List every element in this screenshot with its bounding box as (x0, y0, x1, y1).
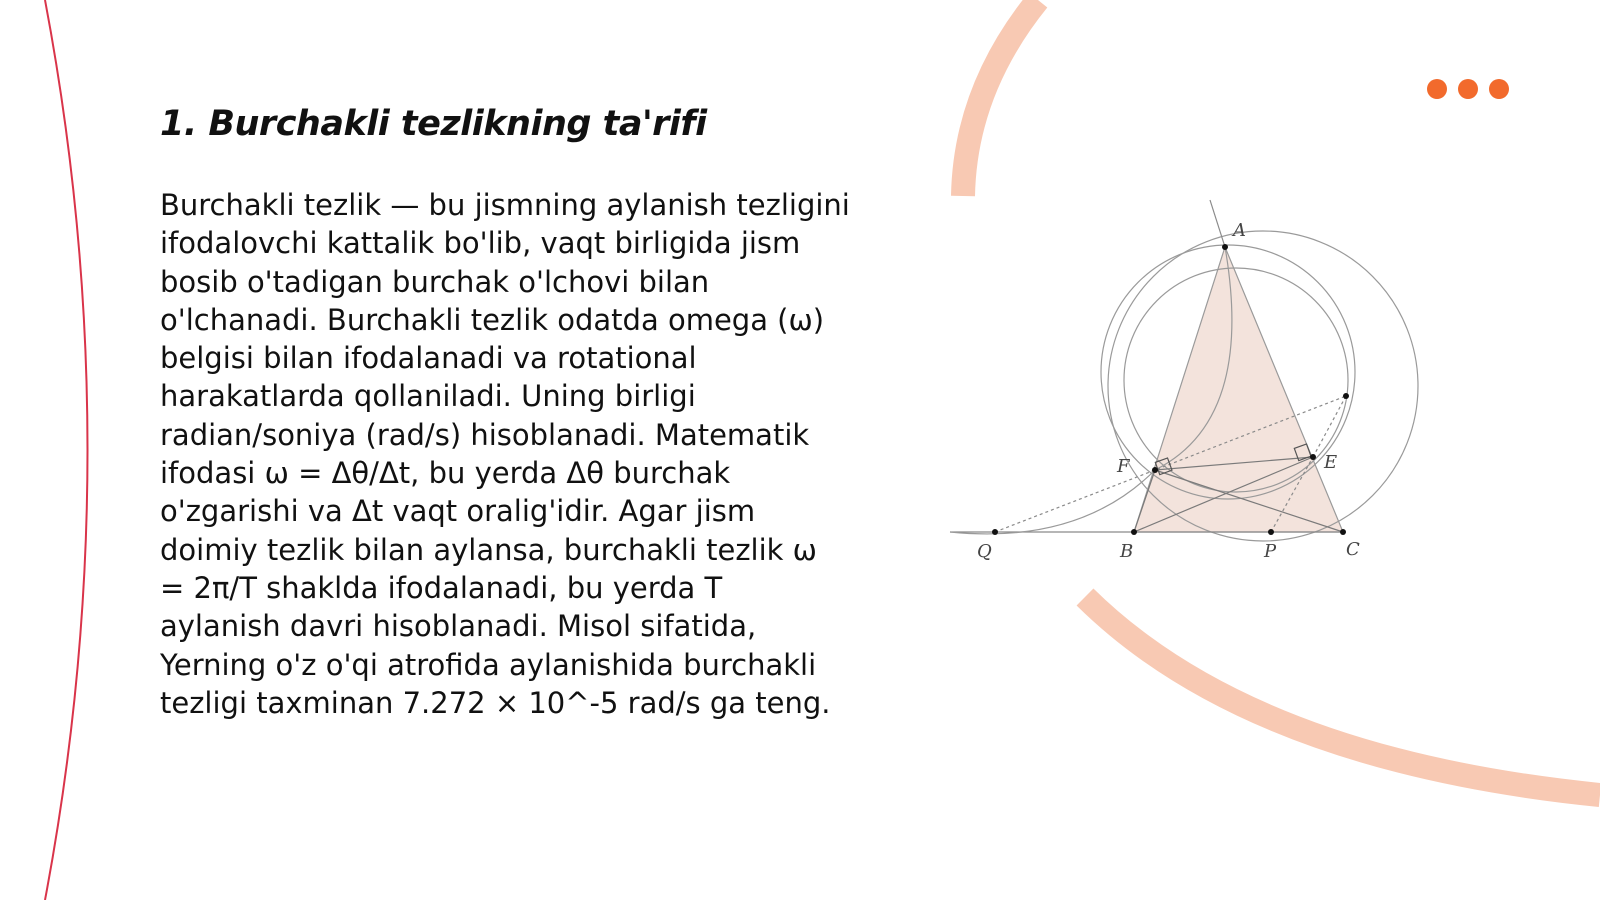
point-e (1310, 454, 1316, 460)
point-p (1268, 529, 1274, 535)
label-b: B (1120, 541, 1134, 562)
point-b (1131, 529, 1137, 535)
slide-title: 1. Burchakli tezlikning ta'rifi (160, 104, 707, 144)
point-c (1340, 529, 1346, 535)
label-e: E (1324, 452, 1338, 473)
slide-body-text: Burchakli tezlik — bu jismning aylanish tezligini ifodalovchi kattalik bo'lib, vaqt birligida jism bosib o'tadigan burchak o'lchovi bilan o'lchanadi. Burchakli tezlik odatda omega (ω) belgisi bilan ifodalanadi va rotational harakatlarda qollaniladi. Uning birligi radian/soniya (rad/s) hisoblanadi. Matematik ifodasi ω = Δθ/Δt, bu yerda Δθ burchak o'zgarishi va Δt vaqt oralig'idir. Agar jism doimiy tezlik bilan aylansa, burchakli tezlik ω = 2π/T shaklda ifodalanadi, bu yerda T aylanish davri hisoblanadi. Misol sifatida, Yerning o'z o'qi atrofida aylanishida burchakli tezligi taxminan 7.272 × 10^-5 rad/s ga teng. (160, 188, 850, 720)
label-a: A (1233, 220, 1246, 241)
geometry-figure (940, 190, 1420, 570)
point-q (992, 529, 998, 535)
curve-qf (950, 470, 1155, 534)
dot-icon (1458, 79, 1478, 99)
dot-icon (1489, 79, 1509, 99)
triangle-abc (1134, 247, 1343, 532)
dot-icon (1427, 79, 1447, 99)
point-top-right (1343, 393, 1349, 399)
point-a (1222, 244, 1228, 250)
label-p: P (1264, 541, 1277, 562)
label-q: Q (977, 541, 992, 562)
label-f: F (1117, 456, 1130, 477)
label-c: C (1346, 539, 1360, 560)
point-f (1152, 467, 1158, 473)
more-dots-icon[interactable] (1427, 79, 1509, 99)
